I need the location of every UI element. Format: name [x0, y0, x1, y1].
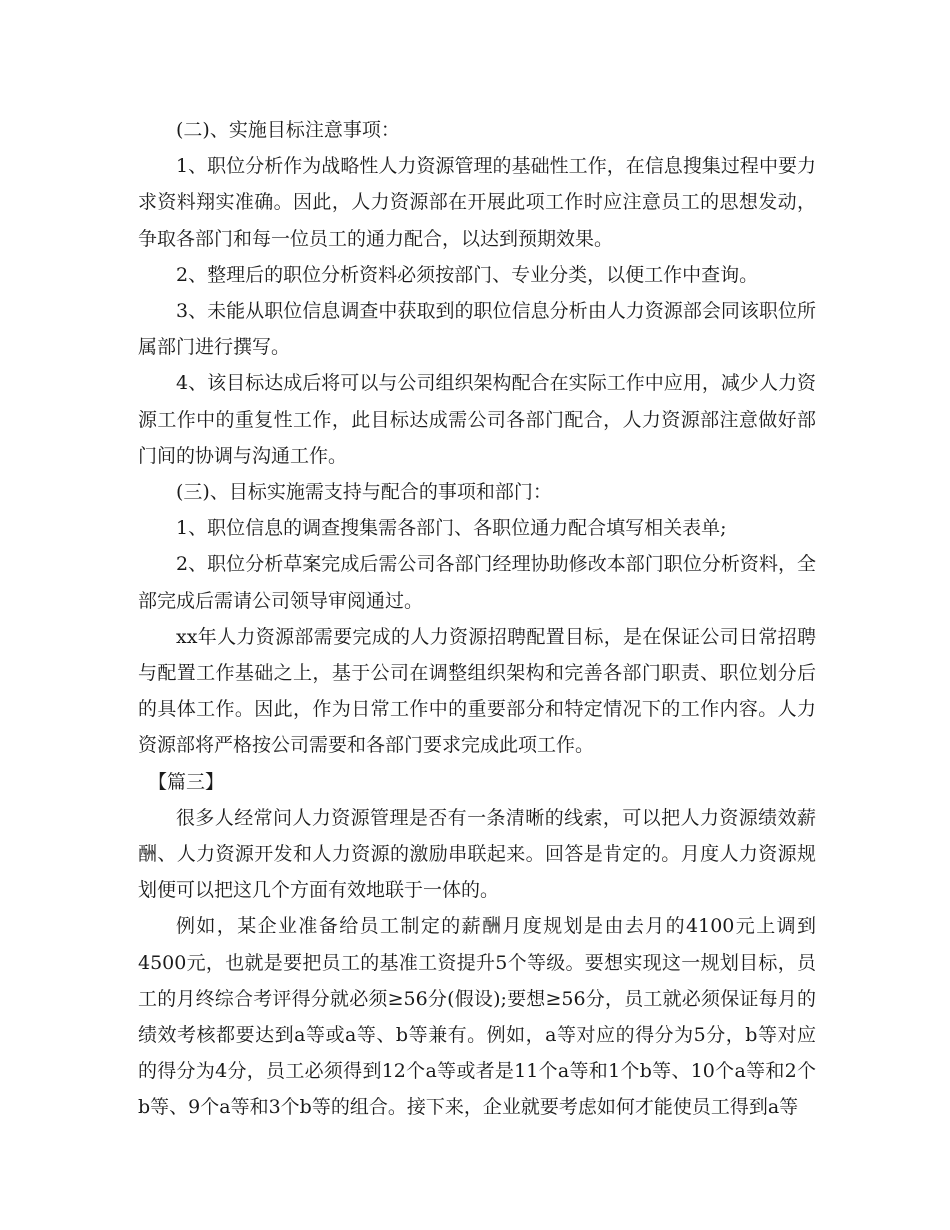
paragraph-support-2: 2、职位分析草案完成后需公司各部门经理协助修改本部门职位分析资料，全部完成后需请公司领导审阅通过。	[138, 553, 816, 612]
section-heading-implementation-notes: (二)、实施目标注意事项：	[176, 119, 400, 141]
paragraph-salary-example: 例如，某企业准备给员工制定的薪酬月度规划是由去月的4100元上调到4500元，也就是要把员工的基准工资提升5个等级。要想实现这一规划目标，员工的月终综合考评得分就必须≥56分(假设);要想≥56分，员工就必须保证每月的绩效考核都要达到a等或a等、b等兼有。例如，a等对应的得分为5分，b等对应的得分为4分，员工必须得到12个a等或者是11个a等和1个b等、10个a等和2个b等、9个a等和3个b等的组合。接下来，企业就要考虑如何才能使员工得到a等	[138, 915, 816, 1119]
document-page	[138, 112, 816, 1126]
paragraph-hr-planning-intro: 很多人经常问人力资源管理是否有一条清晰的线索，可以把人力资源绩效薪酬、人力资源开发和人力资源的激励串联起来。回答是肯定的。月度人力资源规划便可以把这几个方面有效地联于一体的。	[138, 806, 816, 902]
paragraph-note-4: 4、该目标达成后将可以与公司组织架构配合在实际工作中应用，减少人力资源工作中的重复性工作，此目标达成需公司各部门配合，人力资源部注意做好部门间的协调与沟通工作。	[138, 372, 816, 467]
paragraph-support-1: 1、职位信息的调查搜集需各部门、各职位通力配合填写相关表单;	[176, 517, 727, 540]
paragraph-note-1: 1、职位分析作为战略性人力资源管理的基础性工作，在信息搜集过程中要力求资料翔实准确。因此，人力资源部在开展此项工作时应注意员工的思想发动，争取各部门和每一位员工的通力配合，以达到预期效果。	[138, 155, 816, 250]
paragraph-note-3: 3、未能从职位信息调查中获取到的职位信息分析由人力资源部会同该职位所属部门进行撰写。	[138, 300, 816, 359]
section-heading-support: (三)、目标实施需支持与配合的事项和部门：	[176, 481, 552, 504]
paragraph-note-2: 2、整理后的职位分析资料必须按部门、专业分类，以便工作中查询。	[176, 263, 759, 286]
paragraph-recruitment-goal: xx年人力资源部需要完成的人力资源招聘配置目标，是在保证公司日常招聘与配置工作基础之上，基于公司在调整组织架构和完善各部门职责、职位划分后的具体工作。因此，作为日常工作中的重要部分和特定情况下的工作内容。人力资源部将严格按公司需要和各部门要求完成此项工作。	[138, 625, 816, 757]
section-title-part-three: 【篇三】	[148, 770, 225, 793]
